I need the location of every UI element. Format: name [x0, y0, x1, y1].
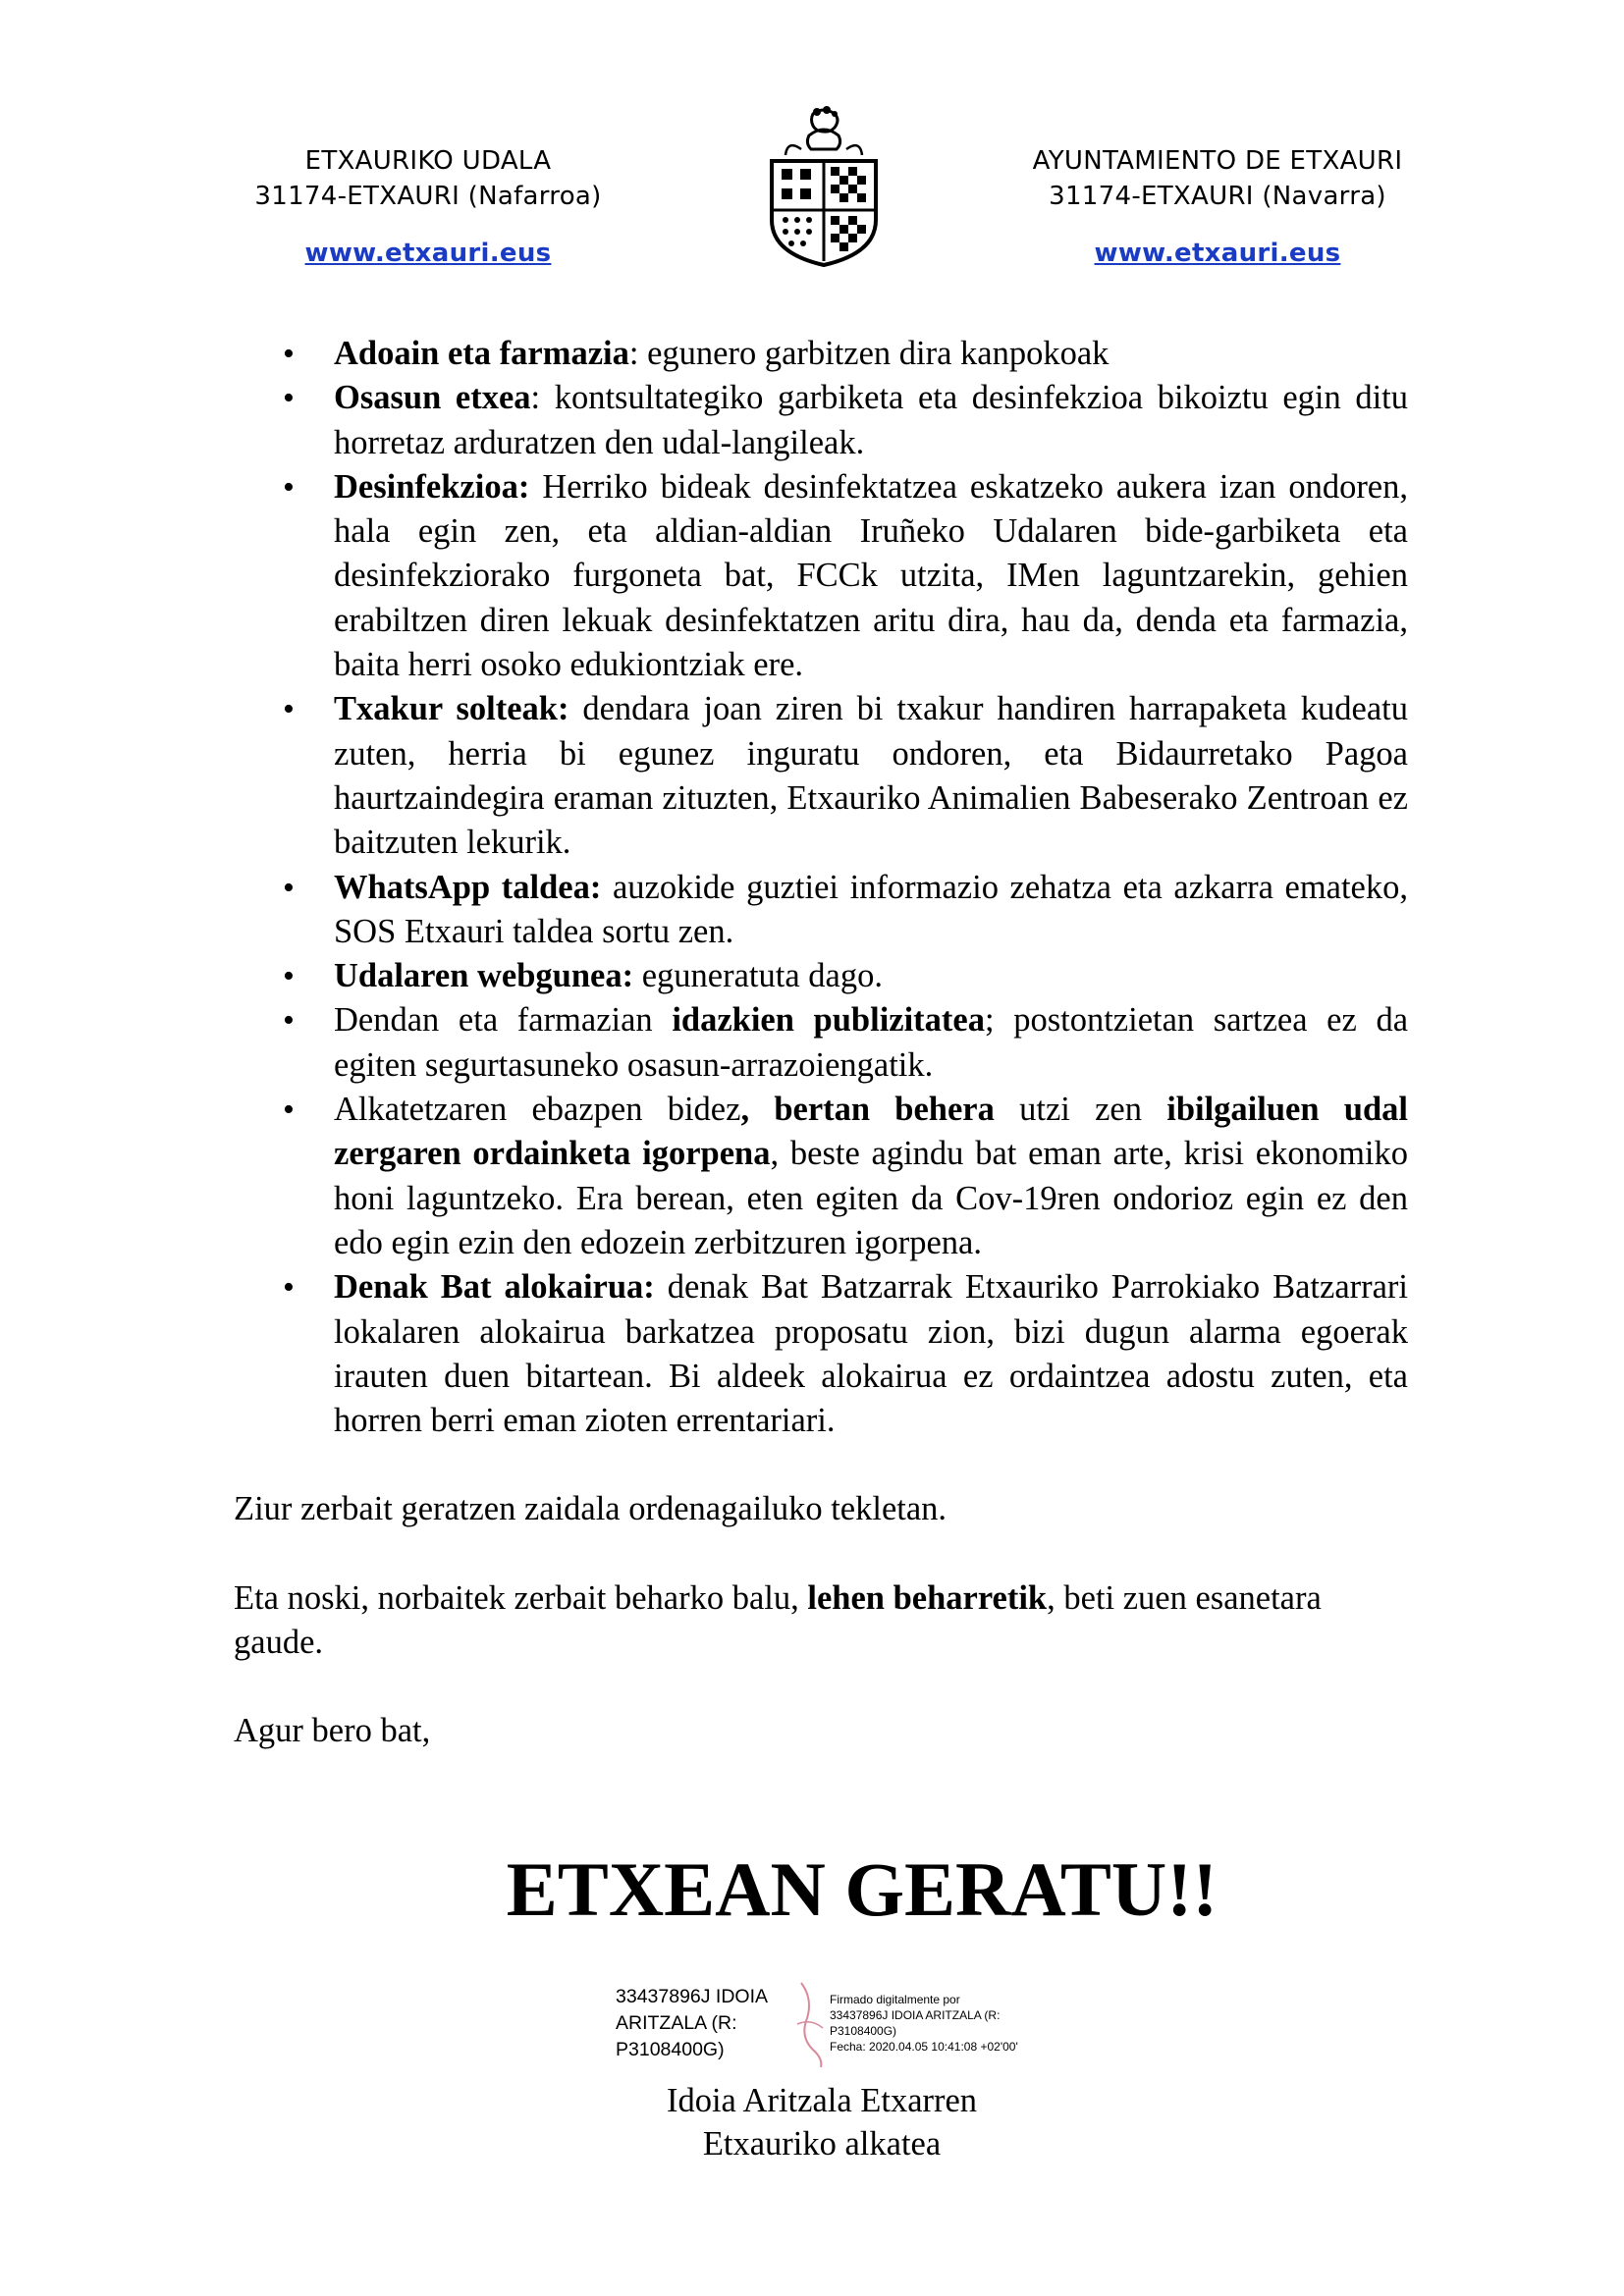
- document-body: [234, 332, 1408, 1754]
- list-item: • Udalaren webgunea: eguneratuta dago.: [234, 954, 1408, 998]
- coat-of-arms-icon: [762, 106, 886, 269]
- letterhead-right-line1: AYUNTAMIENTO DE ETXAURI: [1032, 146, 1403, 176]
- signer-role: Etxauriko alkatea: [702, 2125, 942, 2163]
- list-item: • Dendan eta farmazian idazkien publizitatea; postontzietan sartzea ez da egiten segurtasuneko osasun-arrazoiengatik.: [234, 998, 1408, 1088]
- letterhead-left-web-link[interactable]: www.etxauri.eus: [304, 239, 552, 268]
- signer-name: Idoia Aritzala Etxarren: [666, 2082, 978, 2119]
- signer-block: [0, 2079, 1624, 2165]
- digital-signature-holder: 33437896J IDOIA ARITZALA (R: P3108400G): [616, 1986, 769, 2060]
- letterhead-spanish: [1011, 143, 1424, 271]
- letterhead-right-web-link[interactable]: www.etxauri.eus: [1094, 239, 1341, 268]
- list-item: • Osasun etxea: kontsultategiko garbiketa eta desinfekzioa bikoiztu egin ditu horretaz arduratzen den udal-langileak.: [234, 376, 1408, 465]
- list-item: • Desinfekzioa: Herriko bideak desinfektatzea eskatzeko aukera izan ondoren, hala egin zen, eta aldian-aldian Iruñeko Udalaren bide-garbiketa eta desinfekziorako furgoneta bat, FCCk utzita, IMen laguntzarekin, gehien erabiltzen diren lekuak desinfektatzen aritu dira, hau da, denda eta farmazia, baita herri osoko edukiontziak ere.: [234, 465, 1408, 687]
- list-item: • Txakur solteak: dendara joan ziren bi txakur handiren harrapaketa kudeatu zuten, herria bi egunez inguratu ondoren, eta Bidaurretako Pagoa haurtzaindegira eraman zituzten, Etxauriko Animalien Babeserako Zentroan ez baitzuten lekurik.: [234, 687, 1408, 865]
- closing-paragraph-1: Ziur zerbait geratzen zaidala ordenagailuko tekletan.: [234, 1490, 947, 1528]
- letterhead-right-line2: 31174-ETXAURI (Navarra): [1049, 182, 1386, 211]
- digital-signature-details: Firmado digitalmente por 33437896J IDOIA ARITZALA (R: P3108400G) Fecha: 2020.04.05 10:41:08 +02'00': [830, 1993, 1018, 2054]
- measures-list: [234, 332, 1408, 1443]
- slogan-heading: ETXEAN GERATU!!: [506, 1846, 1218, 1932]
- letterhead-basque: [222, 143, 634, 271]
- list-item: • WhatsApp taldea: auzokide guztiei informazio zehatza eta azkarra emateko, SOS Etxauri taldea sortu zen.: [234, 866, 1408, 955]
- closing-paragraph-2: Eta noski, norbaitek zerbait beharko balu, lehen beharretik, beti zuen esanetara gaude.: [234, 1578, 1322, 1662]
- letterhead-left-line1: ETXAURIKO UDALA: [304, 146, 552, 176]
- letterhead-left-line2: 31174-ETXAURI (Nafarroa): [254, 182, 602, 211]
- signature-flourish-icon: [793, 1979, 829, 2069]
- closing-greeting: Agur bero bat,: [234, 1712, 431, 1750]
- list-item: • Alkatetzaren ebazpen bidez, bertan behera utzi zen ibilgailuen udal zergaren ordainketa igorpena, beste agindu bat eman arte, krisi ekonomiko honi laguntzeko. Era berean, eten egiten da Cov-19ren ondorioz egin ez den edo egin ezin den edozein zerbitzuren igorpena.: [234, 1088, 1408, 1265]
- list-item: • Adoain eta farmazia: egunero garbitzen dira kanpokoak: [234, 332, 1408, 376]
- list-item: • Denak Bat alokairua: denak Bat Batzarrak Etxauriko Parrokiako Batzarrari lokalaren alokairua barkatzea proposatu zion, bizi dugun alarma egoerak irauten duen bitartean. Bi aldeek alokairua ez ordaintzea adostu zuten, eta horren berri eman zioten errentariari.: [234, 1265, 1408, 1443]
